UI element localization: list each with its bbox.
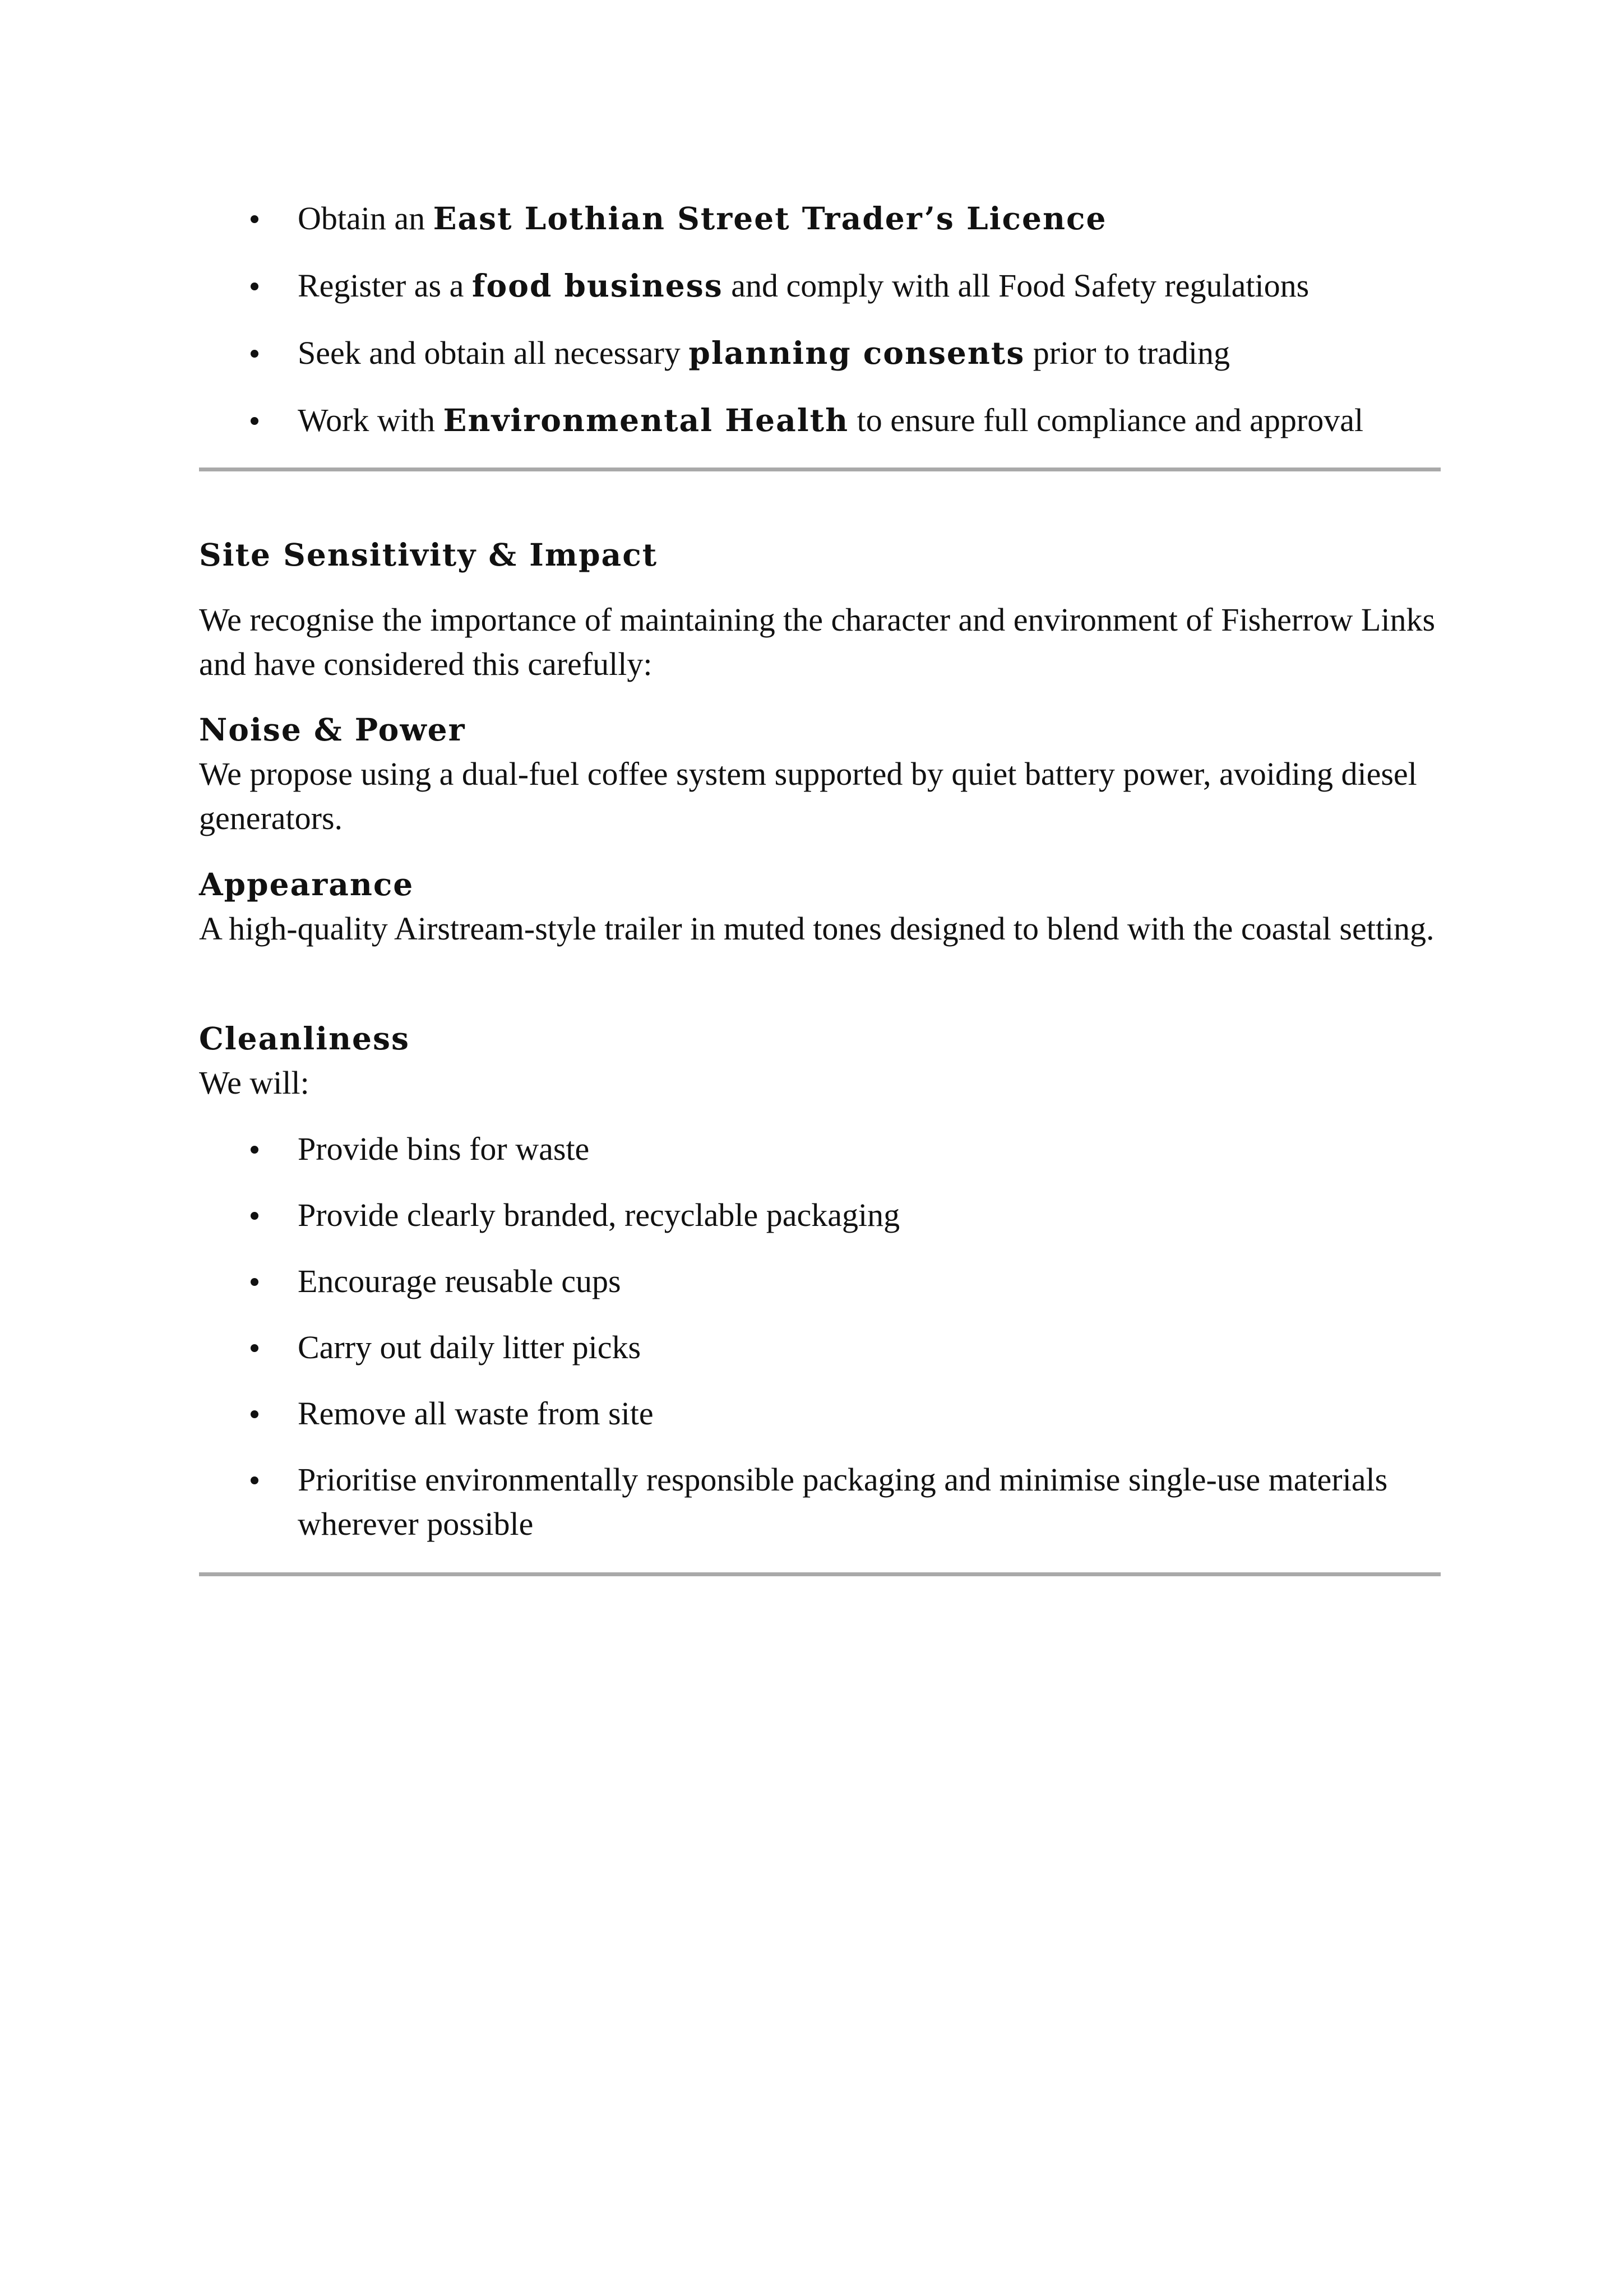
bullet-icon (251, 1410, 258, 1418)
bullet-icon (251, 283, 258, 290)
bullet-icon (251, 1146, 258, 1154)
bullet-icon (251, 1476, 258, 1484)
bullet-icon (251, 1344, 258, 1352)
list-item (199, 196, 1441, 240)
list-item-emphasis: Environmental Health (443, 402, 849, 438)
cleanliness-list (199, 1127, 1441, 1546)
list-item-text: Seek and obtain all necessary (298, 335, 689, 371)
list-item (199, 1259, 1441, 1303)
list-item-emphasis: East Lothian Street Trader’s Licence (433, 200, 1107, 237)
list-item-text: Provide clearly branded, recyclable packaging (298, 1197, 900, 1233)
list-item (199, 1457, 1441, 1546)
subheading-appearance: Appearance (199, 866, 414, 902)
list-item-text: prior to trading (1025, 335, 1230, 371)
list-item-text: Register as a (298, 267, 472, 304)
list-item (199, 398, 1441, 442)
cleanliness-text: We will: (199, 1064, 309, 1101)
list-item (199, 263, 1441, 308)
list-item-text: Provide bins for waste (298, 1131, 590, 1167)
appearance-text: A high-quality Airstream-style trailer in muted tones designed to blend with the coastal setting. (199, 910, 1435, 947)
list-item-text: Prioritise environmentally responsible packaging and minimise single-use materials wherever possible (298, 1461, 1388, 1542)
subheading-cleanliness: Cleanliness (199, 1020, 410, 1057)
list-item-emphasis: food business (471, 267, 723, 304)
list-item (199, 1391, 1441, 1436)
list-item (199, 1325, 1441, 1369)
bullet-icon (251, 417, 258, 425)
list-item-text: Work with (298, 402, 443, 438)
list-item (199, 1193, 1441, 1237)
bullet-icon (251, 215, 258, 223)
section-title: Site Sensitivity & Impact (199, 536, 658, 573)
list-item-text: Obtain an (298, 200, 433, 237)
licensing-list (199, 196, 1441, 442)
list-item-text: Encourage reusable cups (298, 1263, 621, 1299)
section-intro: We recognise the importance of maintaining the character and environment of Fisherrow Links and have considered this carefully: (199, 601, 1436, 682)
section-divider (199, 1572, 1441, 1576)
list-item-text: Remove all waste from site (298, 1395, 654, 1432)
list-item (199, 331, 1441, 375)
list-item (199, 1127, 1441, 1171)
bullet-icon (251, 1278, 258, 1286)
section-divider (199, 467, 1441, 471)
bullet-icon (251, 350, 258, 358)
list-item-text: and comply with all Food Safety regulations (723, 267, 1310, 304)
list-item-text: Carry out daily litter picks (298, 1329, 641, 1365)
noise-text: We propose using a dual-fuel coffee system supported by quiet battery power, avoiding diesel generators. (199, 756, 1417, 836)
list-item-text: to ensure full compliance and approval (849, 402, 1364, 438)
list-item-emphasis: planning consents (688, 335, 1025, 371)
subheading-noise: Noise & Power (199, 711, 466, 748)
bullet-icon (251, 1212, 258, 1220)
